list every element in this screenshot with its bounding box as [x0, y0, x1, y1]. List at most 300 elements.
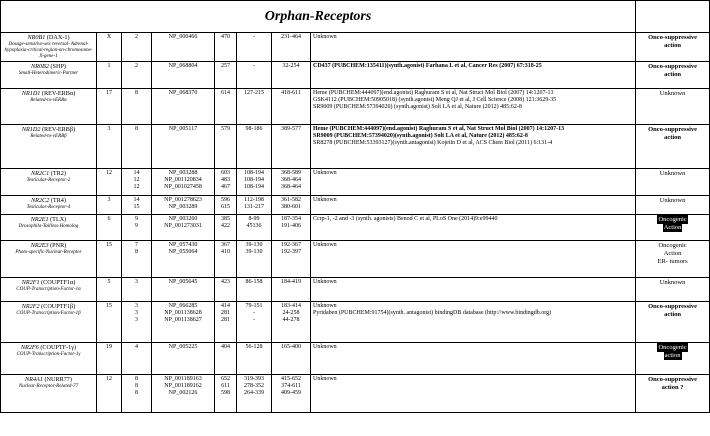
gene-description: Nuclear-Receptor-Related-77 [18, 384, 79, 389]
length-cell [215, 343, 237, 375]
gene-alias: (COUPTF1α) [39, 279, 76, 286]
gene-cell [1, 62, 97, 89]
action-text: action [664, 134, 682, 141]
gene-description: Testicular-Receptor-4 [26, 205, 71, 210]
length-cell [215, 278, 237, 302]
gene-alias: (TR4) [49, 197, 66, 204]
action-cell [636, 89, 710, 125]
accession-cell-line: NP_000466 [168, 34, 198, 40]
length-cell-line: 423 [221, 279, 230, 285]
action-text: Onco-suppressive [648, 376, 698, 383]
title-row [1, 1, 710, 33]
dbd-cell-line: 79-151 [245, 303, 263, 309]
exons-cell [122, 241, 152, 278]
gene-description: COUP-Transcription-Factor-1α [16, 287, 81, 292]
length-cell [215, 169, 237, 196]
chromosome-cell: X [97, 33, 122, 62]
exons-cell-line: 8 [135, 383, 138, 389]
accession-cell [152, 302, 215, 343]
action-cell [636, 125, 710, 169]
length-cell [215, 241, 237, 278]
length-cell-line: 281 [221, 310, 230, 316]
ligands-cell [311, 196, 636, 215]
lbd-cell [272, 196, 311, 215]
action-text: action ? [661, 384, 684, 391]
gene-cell [1, 241, 97, 278]
table-row [1, 302, 710, 343]
table-row [1, 169, 710, 196]
dbd-cell [237, 375, 272, 413]
ligands-cell [311, 375, 636, 413]
table-row [1, 125, 710, 169]
chromosome-cell: 6 [97, 215, 122, 241]
action-cell [636, 302, 710, 343]
length-cell-line: 410 [221, 249, 230, 255]
table-row [1, 375, 710, 413]
gene-description: Drosophila-Tailless-Homolog [18, 224, 79, 229]
gene-description: Testicular-Receptor-2 [26, 178, 71, 183]
length-cell [215, 62, 237, 89]
dbd-cell [237, 343, 272, 375]
gene-cell [1, 375, 97, 413]
accession-cell-line: NP_001273031 [164, 223, 202, 229]
exons-cell-line: 9 [135, 223, 138, 229]
length-cell-line: 404 [221, 344, 230, 350]
gene-symbol: NR0B1 [27, 34, 46, 41]
gene-cell [1, 125, 97, 169]
dbd-cell-line: 108-194 [244, 184, 264, 190]
lbd-cell-line: 368-464 [281, 177, 301, 183]
action-cell [636, 241, 710, 278]
lbd-cell-line: 183-414 [281, 303, 301, 309]
ligands-cell [311, 215, 636, 241]
lbd-cell [272, 343, 311, 375]
exons-cell-line: 8 [135, 126, 138, 132]
action-text: Oncogenic [658, 344, 687, 351]
accession-cell-line: NP_003289 [168, 204, 198, 210]
table-row [1, 215, 710, 241]
length-cell-line: 652 [221, 376, 230, 382]
lbd-cell-line: 184-419 [281, 279, 301, 285]
ligand-entry: GSK4112 (PUBCHEM:50905018) (synth.agonist) Meng QJ et al, J Cell Science (2008) 121:3629-35 [313, 97, 557, 103]
lbd-cell-line: 32-254 [282, 63, 300, 69]
dbd-cell-line: - [253, 63, 255, 69]
length-cell-line: 598 [221, 390, 230, 396]
dbd-cell [237, 241, 272, 278]
dbd-cell-line: 108-194 [244, 170, 264, 176]
accession-cell-line: NP_001120834 [164, 177, 202, 183]
exons-cell-line: 8 [135, 249, 138, 255]
ligand-entry: Ccrp-1, -2 and -3 (synth. agonists) Benod C et al, PLoS One (2014)9:e99440 [313, 216, 498, 222]
length-cell-line: 367 [221, 242, 230, 248]
dbd-cell [237, 89, 272, 125]
dbd-cell-line: - [253, 310, 255, 316]
lbd-cell-line: 389-577 [281, 126, 301, 132]
gene-alias: (TLX) [48, 216, 67, 223]
exons-cell-line: 8 [135, 90, 138, 96]
exons-cell [122, 125, 152, 169]
length-cell [215, 302, 237, 343]
lbd-cell-line: 380-601 [281, 204, 301, 210]
action-cell [636, 169, 710, 196]
action-cell [636, 62, 710, 89]
gene-cell [1, 196, 97, 215]
action-text: Unknown [659, 197, 686, 204]
lbd-cell-line: 368-464 [281, 184, 301, 190]
lbd-cell-line: 44-278 [282, 317, 300, 323]
length-cell [215, 125, 237, 169]
exons-cell [122, 375, 152, 413]
exons-cell-line: 14 [133, 197, 140, 203]
accession-cell-line: NP_066285 [168, 303, 198, 309]
exons-cell [122, 343, 152, 375]
lbd-cell-line: 415-652 [281, 376, 301, 382]
exons-cell-line: 2 [135, 63, 138, 69]
lbd-cell-line: 361-582 [281, 197, 301, 203]
length-cell-line: 281 [221, 317, 230, 323]
gene-symbol: NR2F6 [20, 344, 39, 351]
accession-cell-line: NP_001278623 [164, 197, 202, 203]
chromosome-cell: 19 [97, 343, 122, 375]
ligands-cell [311, 125, 636, 169]
ligand-entry: Heme (PUBCHEM:444097)(end.agonist) Raghuram S et al, Nat Struct Mol Biol (2007) 14:1207-13 [313, 90, 554, 96]
action-cell [636, 196, 710, 215]
lbd-cell-line: 231-464 [281, 34, 301, 40]
chromosome-cell: 3 [97, 125, 122, 169]
ligands-cell [311, 33, 636, 62]
lbd-cell-line: 409-459 [281, 390, 301, 396]
dbd-cell-line: 39-130 [245, 242, 263, 248]
length-cell [215, 375, 237, 413]
action-cell [636, 215, 710, 241]
gene-cell [1, 302, 97, 343]
chromosome-cell: 12 [97, 169, 122, 196]
ligand-entry: Unknown [313, 34, 337, 40]
chromosome-cell: 12 [97, 375, 122, 413]
ligands-cell [311, 302, 636, 343]
gene-alias: (NURR77) [42, 376, 72, 383]
lbd-cell-line: 374-611 [281, 383, 301, 389]
exons-cell-line: 8 [135, 376, 138, 382]
lbd-cell [272, 241, 311, 278]
ligand-entry: Unknown [313, 344, 337, 350]
gene-cell [1, 215, 97, 241]
ligand-entry: SR9009 (PUBCHEM:57394020) (synth.agonist) Solt LA et al, Nature (2012) 485:62-8 [313, 104, 522, 110]
lbd-cell-line: 418-611 [281, 90, 301, 96]
length-cell-line: 414 [221, 303, 230, 309]
chromosome-cell: 15 [97, 241, 122, 278]
chromosome-cell: 15 [97, 302, 122, 343]
ligands-cell [311, 343, 636, 375]
length-cell [215, 33, 237, 62]
chromosome-cell: 3 [97, 196, 122, 215]
length-cell-line: 470 [221, 34, 230, 40]
exons-cell [122, 62, 152, 89]
action-cell [636, 278, 710, 302]
accession-cell-line: NP_005225 [168, 344, 198, 350]
exons-cell-line: 3 [135, 310, 138, 316]
dbd-cell-line: 98-186 [245, 126, 263, 132]
accession-cell [152, 343, 215, 375]
action-text: ER- tumors [657, 258, 688, 265]
exons-cell-line: 3 [135, 303, 138, 309]
lbd-cell [272, 62, 311, 89]
accession-cell [152, 196, 215, 215]
length-cell-line: 257 [221, 63, 230, 69]
action-text: Onco-suppressive [648, 303, 698, 310]
accession-cell-line: NP_057430 [168, 242, 198, 248]
length-cell-line: 579 [221, 126, 230, 132]
lbd-cell [272, 33, 311, 62]
ligands-cell [311, 169, 636, 196]
gene-description: Photo-specific-Nuclear-Receptor [15, 250, 82, 255]
accession-cell [152, 169, 215, 196]
lbd-cell-line: 191-406 [281, 223, 301, 229]
gene-description: Dosage-sensitive-sex reversal- Adrenal-hypoplasia-critical-region-on-chromosome-X-gene-1 [4, 42, 93, 59]
ligand-entry: Unknown [313, 376, 337, 382]
accession-cell-line: NP_001138628 [164, 310, 202, 316]
action-cell [636, 375, 710, 413]
dbd-cell-line: 108-194 [244, 177, 264, 183]
accession-cell [152, 89, 215, 125]
accession-cell-line: NP_001138627 [164, 317, 202, 323]
table-row [1, 278, 710, 302]
exons-cell-line: 9 [135, 216, 138, 222]
action-text: Unknown [659, 170, 686, 177]
action-text: Onco-suppressive [648, 126, 698, 133]
gene-alias: (COUPTF1β) [39, 303, 76, 310]
lbd-cell [272, 215, 311, 241]
accession-cell [152, 375, 215, 413]
lbd-cell [272, 89, 311, 125]
gene-symbol: NR4A1 [25, 376, 43, 383]
action-cell [636, 343, 710, 375]
gene-description: COUP-Transcription-Factor-1γ [16, 352, 81, 357]
gene-symbol: NR2F1 [21, 279, 40, 286]
dbd-cell-line: 45136 [246, 223, 262, 229]
dbd-cell [237, 196, 272, 215]
accession-cell-line: NP_068370 [168, 90, 198, 96]
gene-symbol: NR2C2 [31, 197, 50, 204]
table-row [1, 33, 710, 62]
action-text: Action [663, 224, 682, 231]
accession-cell [152, 278, 215, 302]
lbd-cell-line: 192-397 [281, 249, 301, 255]
accession-cell [152, 125, 215, 169]
action-text: action [664, 42, 682, 49]
exons-cell-line: 8 [135, 390, 138, 396]
exons-cell-line: 2 [135, 34, 138, 40]
dbd-cell-line: 131-217 [244, 204, 264, 210]
dbd-cell-line: 319-393 [244, 376, 264, 382]
ligand-entry: Heme (PUBCHEM:444097)(end.agonist) Raghuram S et al, Nat Struct Mol Biol (2007) 14:1207-13 [313, 126, 565, 132]
ligand-entry: Unknown [313, 279, 337, 285]
dbd-cell [237, 215, 272, 241]
action-text: action [664, 311, 682, 318]
gene-description: Related-to-vERBβ [30, 134, 67, 139]
length-cell [215, 215, 237, 241]
action-text: action [664, 71, 682, 78]
gene-alias: (DAX-1) [45, 34, 70, 41]
action-text: Unknown [659, 90, 686, 97]
chromosome-cell: 1 [97, 62, 122, 89]
accession-cell-line: NP_003288 [168, 170, 198, 176]
accession-cell-line: NP_068804 [168, 63, 198, 69]
exons-cell [122, 89, 152, 125]
gene-alias: (REV-ERBβ) [40, 126, 76, 133]
length-cell-line: 483 [221, 177, 230, 183]
ligand-entry: Unknown [313, 303, 337, 309]
gene-cell [1, 169, 97, 196]
gene-symbol: NR2E1 [30, 216, 49, 223]
gene-cell [1, 89, 97, 125]
gene-alias: (SHP) [48, 63, 66, 70]
dbd-cell [237, 169, 272, 196]
exons-cell [122, 302, 152, 343]
exons-cell-line: 7 [135, 242, 138, 248]
exons-cell [122, 33, 152, 62]
ligand-entry: SR9009 (PUBCHEM:57394020)(synth.agonist) Solt LA et al, Nature (2012) 485:62-8 [313, 133, 528, 139]
action-text: Unknown [659, 279, 686, 286]
ligand-entry: Unknown [313, 242, 337, 248]
ligands-cell [311, 89, 636, 125]
dbd-cell-line: 264-339 [244, 390, 264, 396]
lbd-cell [272, 302, 311, 343]
accession-cell-line: NP_003260 [168, 216, 198, 222]
dbd-cell [237, 125, 272, 169]
lbd-cell [272, 375, 311, 413]
dbd-cell-line: - [253, 317, 255, 323]
dbd-cell [237, 278, 272, 302]
ligand-entry: SR8278 (PUBCHEM:53393127)(synth.antagonist) Kojetin D et al, ACS Chem Biol (2011) 6:131-4 [313, 140, 553, 146]
length-cell-line: 596 [221, 197, 230, 203]
gene-symbol: NR2C1 [31, 170, 50, 177]
ligands-cell [311, 62, 636, 89]
action-cell [636, 33, 710, 62]
lbd-cell [272, 278, 311, 302]
gene-alias: (TR2) [49, 170, 66, 177]
gene-cell [1, 33, 97, 62]
gene-symbol: NR2F2 [21, 303, 40, 310]
lbd-cell [272, 125, 311, 169]
table-row [1, 89, 710, 125]
length-cell-line: 615 [221, 204, 230, 210]
length-cell-line: 385 [221, 216, 230, 222]
dbd-cell [237, 62, 272, 89]
table-row [1, 241, 710, 278]
lbd-cell-line: 192-367 [281, 242, 301, 248]
lbd-cell-line: 165-400 [281, 344, 301, 350]
ligands-cell [311, 278, 636, 302]
length-cell-line: 422 [221, 223, 230, 229]
gene-symbol: NR1D1 [21, 90, 41, 97]
gene-description: Related-to-vERBα [30, 98, 67, 103]
dbd-cell [237, 302, 272, 343]
gene-description: COUP-Transcription-Factor-1β [16, 311, 81, 316]
accession-cell [152, 62, 215, 89]
exons-cell-line: 3 [135, 279, 138, 285]
accession-cell-line: NP_055064 [168, 249, 198, 255]
gene-alias: (PNR) [48, 242, 67, 249]
length-cell-line: 611 [221, 383, 230, 389]
exons-cell [122, 278, 152, 302]
length-cell-line: 603 [221, 170, 230, 176]
length-cell-line: 467 [221, 184, 230, 190]
dbd-cell-line: 56-128 [245, 344, 263, 350]
ligands-cell [311, 241, 636, 278]
table-row [1, 62, 710, 89]
dbd-cell-line: 278-352 [244, 383, 264, 389]
dbd-cell-line: 39-130 [245, 249, 263, 255]
ligand-entry: Unknown [313, 197, 337, 203]
lbd-cell [272, 169, 311, 196]
dbd-cell-line: - [253, 34, 255, 40]
accession-cell-line: NP_001189162 [164, 383, 202, 389]
dbd-cell-line: 112-198 [244, 197, 264, 203]
accession-cell [152, 215, 215, 241]
gene-description: Small-Heterodimeric-Partner [18, 71, 79, 76]
length-cell [215, 89, 237, 125]
accession-cell-line: NP_005645 [168, 279, 198, 285]
length-cell [215, 196, 237, 215]
exons-cell-line: 12 [133, 184, 140, 190]
gene-symbol: NR2E3 [30, 242, 49, 249]
chromosome-cell: 17 [97, 89, 122, 125]
table-row [1, 343, 710, 375]
action-text: Action [663, 250, 682, 257]
lbd-cell-line: 187-354 [281, 216, 301, 222]
accession-cell [152, 241, 215, 278]
chromosome-cell: 5 [97, 278, 122, 302]
action-text: Oncogenic [658, 216, 687, 223]
lbd-cell-line: 24-258 [282, 310, 300, 316]
action-text: Oncogenic [658, 242, 687, 249]
exons-cell-line: 12 [133, 177, 140, 183]
lbd-cell-line: 368-589 [281, 170, 301, 176]
table-row [1, 196, 710, 215]
exons-cell-line: 15 [133, 204, 140, 210]
gene-cell [1, 278, 97, 302]
action-text: action [664, 352, 681, 359]
ligand-entry: Pyridaben (PUBCHEM:91754)(synth. antagonist) bindingDB database (http://www.bindingdb.org) [313, 310, 552, 316]
accession-cell-line: NP_002126 [168, 390, 198, 396]
gene-symbol: NR1D2 [21, 126, 41, 133]
accession-cell-line: NP_001189163 [164, 376, 202, 382]
dbd-cell [237, 33, 272, 62]
dbd-cell-line: 8-99 [248, 216, 260, 222]
exons-cell [122, 215, 152, 241]
accession-cell [152, 33, 215, 62]
ligand-entry: Unknown [313, 170, 337, 176]
table-title: Orphan-Receptors [1, 1, 636, 33]
action-text: Onco-suppressive [648, 34, 698, 41]
exons-cell-line: 4 [135, 344, 138, 350]
gene-alias: (COUPTF-1γ) [38, 344, 77, 351]
title-row-empty-cell [636, 1, 710, 33]
action-text: Onco-suppressive [648, 63, 698, 70]
ligand-entry: CD437 (PUBCHEM:135411)(synth.agonist) Farhana L et al, Cancer Res (2007) 67:318-25 [313, 63, 542, 69]
exons-cell [122, 196, 152, 215]
accession-cell-line: NP_001027458 [164, 184, 202, 190]
dbd-cell-line: 127-215 [244, 90, 264, 96]
accession-cell-line: NP_005117 [168, 126, 198, 132]
dbd-cell-line: 86-158 [245, 279, 263, 285]
gene-cell [1, 343, 97, 375]
exons-cell-line: 14 [133, 170, 140, 176]
length-cell-line: 614 [221, 90, 230, 96]
exons-cell-line: 3 [135, 317, 138, 323]
exons-cell [122, 169, 152, 196]
